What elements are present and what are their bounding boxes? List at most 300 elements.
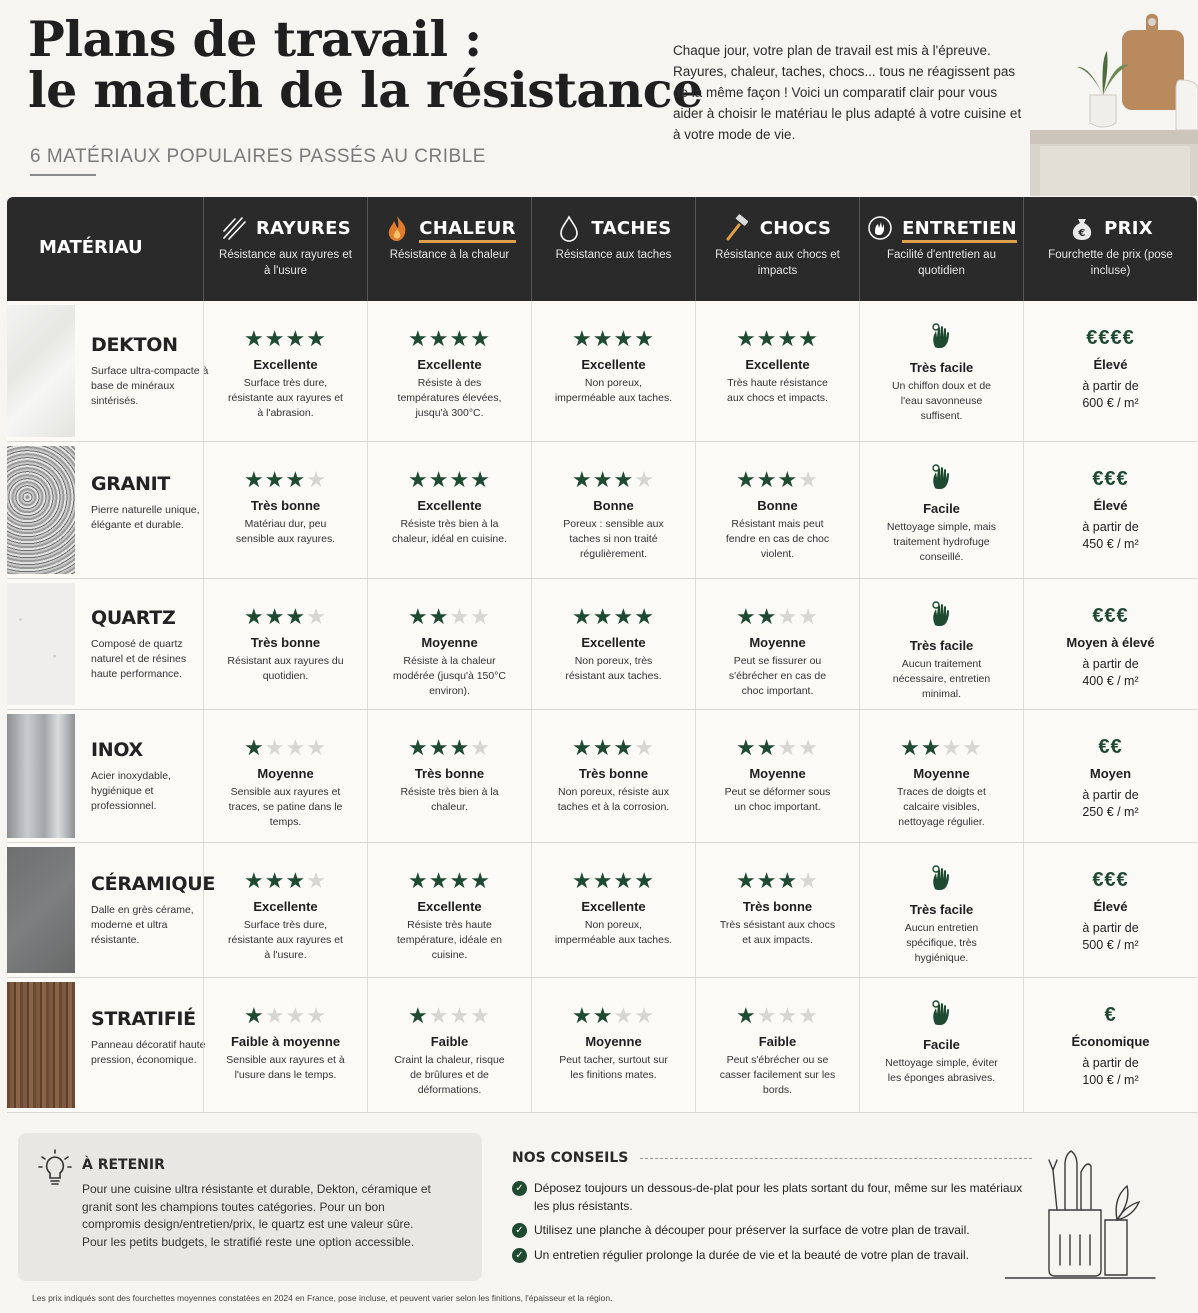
star-empty-icon: ★ (798, 1003, 819, 1028)
score-description: Résistant aux rayures du quotidien. (227, 655, 344, 682)
score-cell (203, 579, 367, 709)
star-filled-icon: ★ (613, 735, 635, 760)
star-rating (696, 327, 859, 351)
material-name: GRANIT (91, 473, 171, 495)
price-from (1024, 378, 1197, 412)
star-filled-icon: ★ (244, 604, 265, 629)
entretien-rating: Très facile (909, 360, 974, 375)
score-cell (531, 710, 695, 842)
footnote: Les prix indiqués sont des fourchettes moyennes constatées en 2024 en France, pose incluse, et peuvent varier selon les finitions, l'épaisseur et la région. (32, 1293, 613, 1303)
entretien-rating: Très facile (909, 902, 974, 917)
money-bag-icon (1068, 214, 1096, 247)
material-swatch-quartz (7, 583, 75, 705)
star-empty-icon: ★ (449, 604, 471, 629)
star-filled-icon: ★ (428, 604, 450, 629)
star-rating (696, 1004, 859, 1028)
score-rating: Très bonne (414, 766, 485, 781)
column-title (368, 213, 531, 247)
star-filled-icon: ★ (592, 868, 614, 893)
star-empty-icon: ★ (285, 735, 307, 760)
score-description: Surface très dure, résistante aux rayures et à l'abrasion. (228, 377, 343, 419)
star-filled-icon: ★ (470, 868, 491, 893)
star-filled-icon: ★ (264, 604, 286, 629)
star-empty-icon: ★ (777, 1003, 799, 1028)
conseils-title (512, 1150, 1032, 1166)
column-title (532, 213, 695, 247)
star-filled-icon: ★ (798, 326, 819, 351)
lightbulb-icon (38, 1149, 72, 1189)
score-cell (367, 301, 531, 441)
page-title (28, 10, 703, 119)
conseil-text: Un entretien régulier prolonge la durée de vie et la beauté de votre plan de travail. (534, 1247, 969, 1262)
score-cell (367, 710, 531, 842)
star-filled-icon: ★ (756, 735, 778, 760)
score-rating: Excellente (745, 357, 810, 372)
price-cell (1023, 978, 1197, 1112)
entretien-rating: Très facile (909, 638, 974, 653)
star-filled-icon: ★ (756, 604, 778, 629)
star-filled-icon: ★ (572, 735, 593, 760)
table-row (7, 442, 1197, 579)
score-description: Surface très dure, résistante aux rayures et à l'usure. (228, 919, 343, 961)
star-rating (204, 736, 367, 760)
star-filled-icon: ★ (756, 326, 778, 351)
price-from (1024, 656, 1197, 690)
score-cell (203, 710, 367, 842)
star-filled-icon: ★ (736, 1003, 757, 1028)
star-rating (532, 468, 695, 492)
star-filled-icon: ★ (428, 326, 450, 351)
score-cell (531, 579, 695, 709)
star-filled-icon: ★ (264, 326, 286, 351)
column-header-entretien (859, 197, 1023, 301)
price-symbol: € (1104, 1004, 1117, 1026)
star-rating (532, 605, 695, 629)
material-description: Acier inoxydable, hygiénique et professionnel. (91, 770, 171, 812)
star-filled-icon: ★ (285, 868, 307, 893)
cleaning-hand-icon (866, 214, 894, 247)
star-filled-icon: ★ (244, 467, 265, 492)
score-cell (695, 579, 859, 709)
drop-icon (555, 214, 583, 247)
star-empty-icon: ★ (962, 735, 983, 760)
star-filled-icon: ★ (634, 326, 655, 351)
star-empty-icon: ★ (798, 467, 819, 492)
star-rating (532, 869, 695, 893)
star-rating (204, 1004, 367, 1028)
star-filled-icon: ★ (408, 1003, 429, 1028)
retenir-title: À RETENIR (82, 1157, 165, 1173)
star-filled-icon: ★ (264, 467, 286, 492)
price-value: 250 € / m² (1082, 805, 1139, 819)
column-subtitle: Résistance aux rayures et à l'usure (219, 249, 352, 277)
star-filled-icon: ★ (428, 467, 450, 492)
entretien-cell (859, 579, 1023, 709)
score-cell (531, 301, 695, 441)
material-description: Panneau décoratif haute pression, économique. (91, 1039, 206, 1066)
material-name: DEKTON (91, 334, 178, 356)
star-rating (368, 468, 531, 492)
price-level: Élevé (1093, 357, 1128, 372)
material-description: Composé de quartz naturel et de résines haute performance. (91, 638, 187, 680)
price-from-label: à partir de (1082, 379, 1139, 393)
flame-icon (383, 214, 411, 247)
score-cell (367, 442, 531, 578)
conseils-section (512, 1150, 1032, 1264)
score-description: Résiste à la chaleur modérée (jusqu'à 150°C environ). (392, 655, 507, 697)
score-cell (531, 442, 695, 578)
material-name: INOX (91, 739, 143, 761)
table-row (7, 843, 1197, 978)
conseil-text: Utilisez une planche à découper pour préserver la surface de votre plan de travail. (534, 1223, 970, 1237)
entretien-cell (859, 710, 1023, 842)
price-symbol: €€€ (1092, 468, 1129, 490)
check-icon: ✓ (512, 1223, 527, 1238)
price-symbol: €€€ (1092, 869, 1129, 891)
price-from-label: à partir de (1082, 520, 1139, 534)
score-cell (367, 579, 531, 709)
score-description: Craint la chaleur, risque de brûlures et de déformations. (394, 1054, 505, 1096)
star-filled-icon: ★ (408, 604, 429, 629)
price-cell (1023, 579, 1197, 709)
score-description: Non poreux, résiste aux taches et à la corrosion. (557, 786, 670, 813)
price-symbol: €€€€ (1086, 327, 1135, 349)
price-value: 450 € / m² (1082, 537, 1139, 551)
score-rating: Très bonne (578, 766, 649, 781)
column-header-chocs (695, 197, 859, 301)
column-title-label: CHOCS (759, 217, 832, 239)
score-cell (695, 301, 859, 441)
star-filled-icon: ★ (613, 868, 635, 893)
material-name: STRATIFIÉ (91, 1008, 196, 1030)
star-filled-icon: ★ (572, 467, 593, 492)
score-rating: Excellente (581, 635, 646, 650)
star-filled-icon: ★ (592, 467, 614, 492)
star-filled-icon: ★ (449, 467, 471, 492)
price-level: Moyen (1089, 766, 1132, 781)
star-filled-icon: ★ (428, 868, 450, 893)
score-cell (695, 442, 859, 578)
column-header-chaleur (367, 197, 531, 301)
star-rating (368, 327, 531, 351)
price-from (1024, 787, 1197, 821)
score-rating: Moyenne (421, 635, 478, 650)
star-filled-icon: ★ (449, 735, 471, 760)
star-filled-icon: ★ (736, 735, 757, 760)
column-subtitle: Résistance aux taches (555, 249, 672, 261)
star-empty-icon: ★ (470, 1003, 491, 1028)
score-cell (367, 978, 531, 1112)
entretien-description: Traces de doigts et calcaire visibles, nettoyage régulier. (897, 786, 986, 828)
retenir-text: Pour une cuisine ultra résistante et durable, Dekton, céramique et granit sont les champions toutes catégories. Pour un bon compromis design/entretien/prix, le quartz est une valeur sûre. Pour les petits budgets, le stratifié reste une option accessible. (82, 1182, 431, 1249)
star-rating (532, 1004, 695, 1028)
cleaning-hand-icon (926, 996, 958, 1028)
star-filled-icon: ★ (777, 326, 799, 351)
star-filled-icon: ★ (470, 467, 491, 492)
page-subtitle: 6 MATÉRIAUX POPULAIRES PASSÉS AU CRIBLE (30, 146, 486, 167)
title-line-2: le match de la résistance (28, 61, 703, 119)
score-cell (203, 301, 367, 441)
score-rating: Excellente (253, 357, 318, 372)
material-name: CÉRAMIQUE (91, 873, 216, 895)
conseil-item (512, 1222, 1032, 1240)
star-empty-icon: ★ (634, 467, 655, 492)
star-filled-icon: ★ (572, 1003, 593, 1028)
price-value: 500 € / m² (1082, 938, 1139, 952)
price-cell (1023, 710, 1197, 842)
column-header-prix (1023, 197, 1197, 301)
star-rating (204, 468, 367, 492)
price-from (1024, 519, 1197, 553)
star-rating (204, 605, 367, 629)
entretien-rating: Facile (923, 1037, 960, 1052)
entretien-description: Un chiffon doux et de l'eau savonneuse suffisent. (891, 380, 992, 422)
score-description: Peut s'ébrécher ou se casser facilement sur les bords. (719, 1054, 836, 1096)
score-rating: Moyenne (749, 635, 806, 650)
column-header-taches (531, 197, 695, 301)
star-empty-icon: ★ (798, 604, 819, 629)
star-rating (532, 736, 695, 760)
star-empty-icon: ★ (428, 1003, 450, 1028)
column-title-label: TACHES (591, 217, 672, 239)
star-rating (696, 468, 859, 492)
score-rating: Excellente (253, 899, 318, 914)
material-description: Surface ultra-compacte à base de minéraux sintérisés. (91, 365, 209, 407)
score-description: Très sésistant aux chocs et aux impacts. (719, 919, 836, 946)
star-empty-icon: ★ (798, 868, 819, 893)
column-header-material: MATÉRIAU (39, 237, 143, 258)
score-cell (695, 843, 859, 977)
score-rating: Excellente (417, 357, 482, 372)
column-subtitle: Résistance à la chaleur (389, 249, 510, 261)
star-empty-icon: ★ (634, 735, 655, 760)
column-title-label: PRIX (1104, 217, 1153, 239)
conseils-title-label: NOS CONSEILS (512, 1150, 629, 1166)
star-rating (696, 605, 859, 629)
star-filled-icon: ★ (244, 868, 265, 893)
price-cell (1023, 301, 1197, 441)
star-filled-icon: ★ (613, 467, 635, 492)
star-filled-icon: ★ (592, 326, 614, 351)
entretien-description: Aucun traitement nécessaire, entretien minimal. (892, 658, 991, 700)
star-filled-icon: ★ (428, 735, 450, 760)
star-filled-icon: ★ (244, 735, 265, 760)
price-value: 400 € / m² (1082, 674, 1139, 688)
star-filled-icon: ★ (572, 326, 593, 351)
star-filled-icon: ★ (572, 868, 593, 893)
star-empty-icon: ★ (613, 1003, 635, 1028)
score-cell (203, 442, 367, 578)
material-swatch-inox (7, 714, 75, 838)
table-row (7, 710, 1197, 843)
cleaning-hand-icon (926, 319, 958, 351)
star-empty-icon: ★ (306, 604, 327, 629)
conseil-item (512, 1180, 1032, 1215)
star-rating (368, 869, 531, 893)
score-description: Sensible aux rayures et traces, se patine dans le temps. (228, 786, 343, 828)
star-empty-icon: ★ (777, 735, 799, 760)
hammer-icon (724, 214, 752, 247)
star-filled-icon: ★ (244, 326, 265, 351)
price-from (1024, 920, 1197, 954)
retenir-box (18, 1133, 482, 1281)
material-description: Pierre naturelle unique, élégante et durable. (91, 504, 200, 531)
star-filled-icon: ★ (449, 868, 471, 893)
star-filled-icon: ★ (736, 467, 757, 492)
star-empty-icon: ★ (777, 604, 799, 629)
entretien-cell (859, 301, 1023, 441)
kitchen-decoration-icon (1030, 0, 1198, 196)
score-description: Peut se déformer sous un choc important. (724, 786, 831, 813)
score-description: Peut se fissurer ou s'ébrécher en cas de choc important. (728, 655, 827, 697)
score-description: Peut tacher, surtout sur les finitions mates. (559, 1054, 668, 1081)
score-rating: Très bonne (250, 498, 321, 513)
star-filled-icon: ★ (592, 735, 614, 760)
star-filled-icon: ★ (634, 604, 655, 629)
price-symbol: €€€ (1092, 605, 1129, 627)
star-filled-icon: ★ (408, 735, 429, 760)
price-from-label: à partir de (1082, 1056, 1139, 1070)
score-cell (695, 978, 859, 1112)
score-cell (203, 978, 367, 1112)
check-icon: ✓ (512, 1248, 527, 1263)
score-rating: Moyenne (749, 766, 806, 781)
score-rating: Excellente (581, 357, 646, 372)
conseil-text: Déposez toujours un dessous-de-plat pour les plats sortant du four, même sur les matériaux les plus résistants. (534, 1181, 1023, 1213)
entretien-rating: Moyenne (913, 766, 970, 781)
intro-text: Chaque jour, votre plan de travail est mis à l'épreuve. Rayures, chaleur, taches, chocs... tous ne réagissent pas de la même façon ! Voici un comparatif clair pour vous aider à choisir le matériau le plus adapté à votre cuisine et à votre mode de vie. (673, 43, 1022, 142)
column-subtitle: Facilité d'entretien au quotidien (887, 249, 996, 277)
entretien-description: Aucun entretien spécifique, très hygiénique. (904, 922, 979, 964)
star-empty-icon: ★ (470, 735, 491, 760)
score-rating: Excellente (417, 899, 482, 914)
score-rating: Faible (758, 1034, 797, 1049)
star-empty-icon: ★ (306, 868, 327, 893)
star-filled-icon: ★ (756, 868, 778, 893)
table-row (7, 978, 1197, 1113)
star-filled-icon: ★ (285, 326, 307, 351)
score-rating: Faible (430, 1034, 469, 1049)
star-rating (368, 1004, 531, 1028)
price-level: Moyen à élevé (1066, 635, 1155, 650)
score-rating: Bonne (593, 498, 634, 513)
star-filled-icon: ★ (244, 1003, 265, 1028)
star-rating (204, 327, 367, 351)
score-rating: Excellente (417, 498, 482, 513)
star-filled-icon: ★ (613, 326, 635, 351)
star-filled-icon: ★ (285, 467, 307, 492)
price-symbol: €€ (1098, 736, 1123, 758)
score-description: Sensible aux rayures et à l'usure dans le temps. (226, 1054, 345, 1081)
star-empty-icon: ★ (264, 735, 286, 760)
star-empty-icon: ★ (306, 467, 327, 492)
subtitle-rule (30, 174, 96, 176)
price-cell (1023, 843, 1197, 977)
star-empty-icon: ★ (941, 735, 963, 760)
material-description: Dalle en grès cérame, moderne et ultra résistante. (91, 904, 194, 946)
star-filled-icon: ★ (736, 868, 757, 893)
star-empty-icon: ★ (306, 735, 327, 760)
column-title-label: CHALEUR (419, 218, 516, 243)
star-empty-icon: ★ (470, 604, 491, 629)
header (0, 0, 1198, 196)
score-rating: Bonne (757, 498, 798, 513)
score-cell (367, 843, 531, 977)
score-rating: Moyenne (257, 766, 314, 781)
score-rating: Excellente (581, 899, 646, 914)
star-filled-icon: ★ (777, 467, 799, 492)
svg-text:€: € (1078, 227, 1086, 239)
star-empty-icon: ★ (449, 1003, 471, 1028)
column-title-label: ENTRETIEN (902, 218, 1017, 243)
star-rating (532, 327, 695, 351)
star-filled-icon: ★ (634, 868, 655, 893)
price-level: Économique (1071, 1034, 1150, 1049)
entretien-description: Nettoyage simple, mais traitement hydrofuge conseillé. (886, 521, 997, 563)
score-rating: Très bonne (742, 899, 813, 914)
cleaning-hand-icon (926, 460, 958, 492)
column-title (204, 213, 367, 247)
score-rating: Très bonne (250, 635, 321, 650)
column-title (696, 213, 859, 247)
score-cell (531, 843, 695, 977)
star-empty-icon: ★ (634, 1003, 655, 1028)
star-filled-icon: ★ (736, 604, 757, 629)
column-header-rayures (203, 197, 367, 301)
star-filled-icon: ★ (592, 604, 614, 629)
table-header (7, 197, 1197, 301)
score-description: Résiste très bien à la chaleur. (400, 786, 499, 813)
star-filled-icon: ★ (470, 326, 491, 351)
star-filled-icon: ★ (285, 604, 307, 629)
score-description: Résiste très haute température, idéale en cuisine. (396, 919, 503, 961)
star-filled-icon: ★ (449, 326, 471, 351)
star-rating (696, 869, 859, 893)
score-cell (695, 710, 859, 842)
score-rating: Faible à moyenne (230, 1034, 341, 1049)
star-filled-icon: ★ (592, 1003, 614, 1028)
star-empty-icon: ★ (306, 1003, 327, 1028)
star-rating (368, 605, 531, 629)
star-filled-icon: ★ (900, 735, 921, 760)
price-cell (1023, 442, 1197, 578)
column-title-label: RAYURES (256, 217, 351, 239)
star-filled-icon: ★ (736, 326, 757, 351)
score-rating: Moyenne (585, 1034, 642, 1049)
table-row (7, 579, 1197, 710)
star-rating (860, 736, 1023, 760)
cleaning-hand-icon (926, 597, 958, 629)
entretien-description: Nettoyage simple, éviter les éponges abrasives. (885, 1057, 998, 1084)
star-filled-icon: ★ (408, 326, 429, 351)
column-title (860, 213, 1023, 247)
price-value: 600 € / m² (1082, 396, 1139, 410)
score-description: Non poreux, imperméable aux taches. (554, 377, 673, 404)
cleaning-hand-icon (926, 861, 958, 893)
score-description: Non poreux, imperméable aux taches. (554, 919, 673, 946)
price-level: Élevé (1093, 498, 1128, 513)
price-from (1024, 1055, 1197, 1089)
entretien-cell (859, 978, 1023, 1112)
price-from-label: à partir de (1082, 788, 1139, 802)
conseils-divider (640, 1158, 1032, 1159)
star-empty-icon: ★ (798, 735, 819, 760)
entretien-rating: Facile (923, 501, 960, 516)
utensils-illustration-icon (1005, 1140, 1165, 1285)
price-from-label: à partir de (1082, 921, 1139, 935)
score-cell (531, 978, 695, 1112)
entretien-cell (859, 442, 1023, 578)
